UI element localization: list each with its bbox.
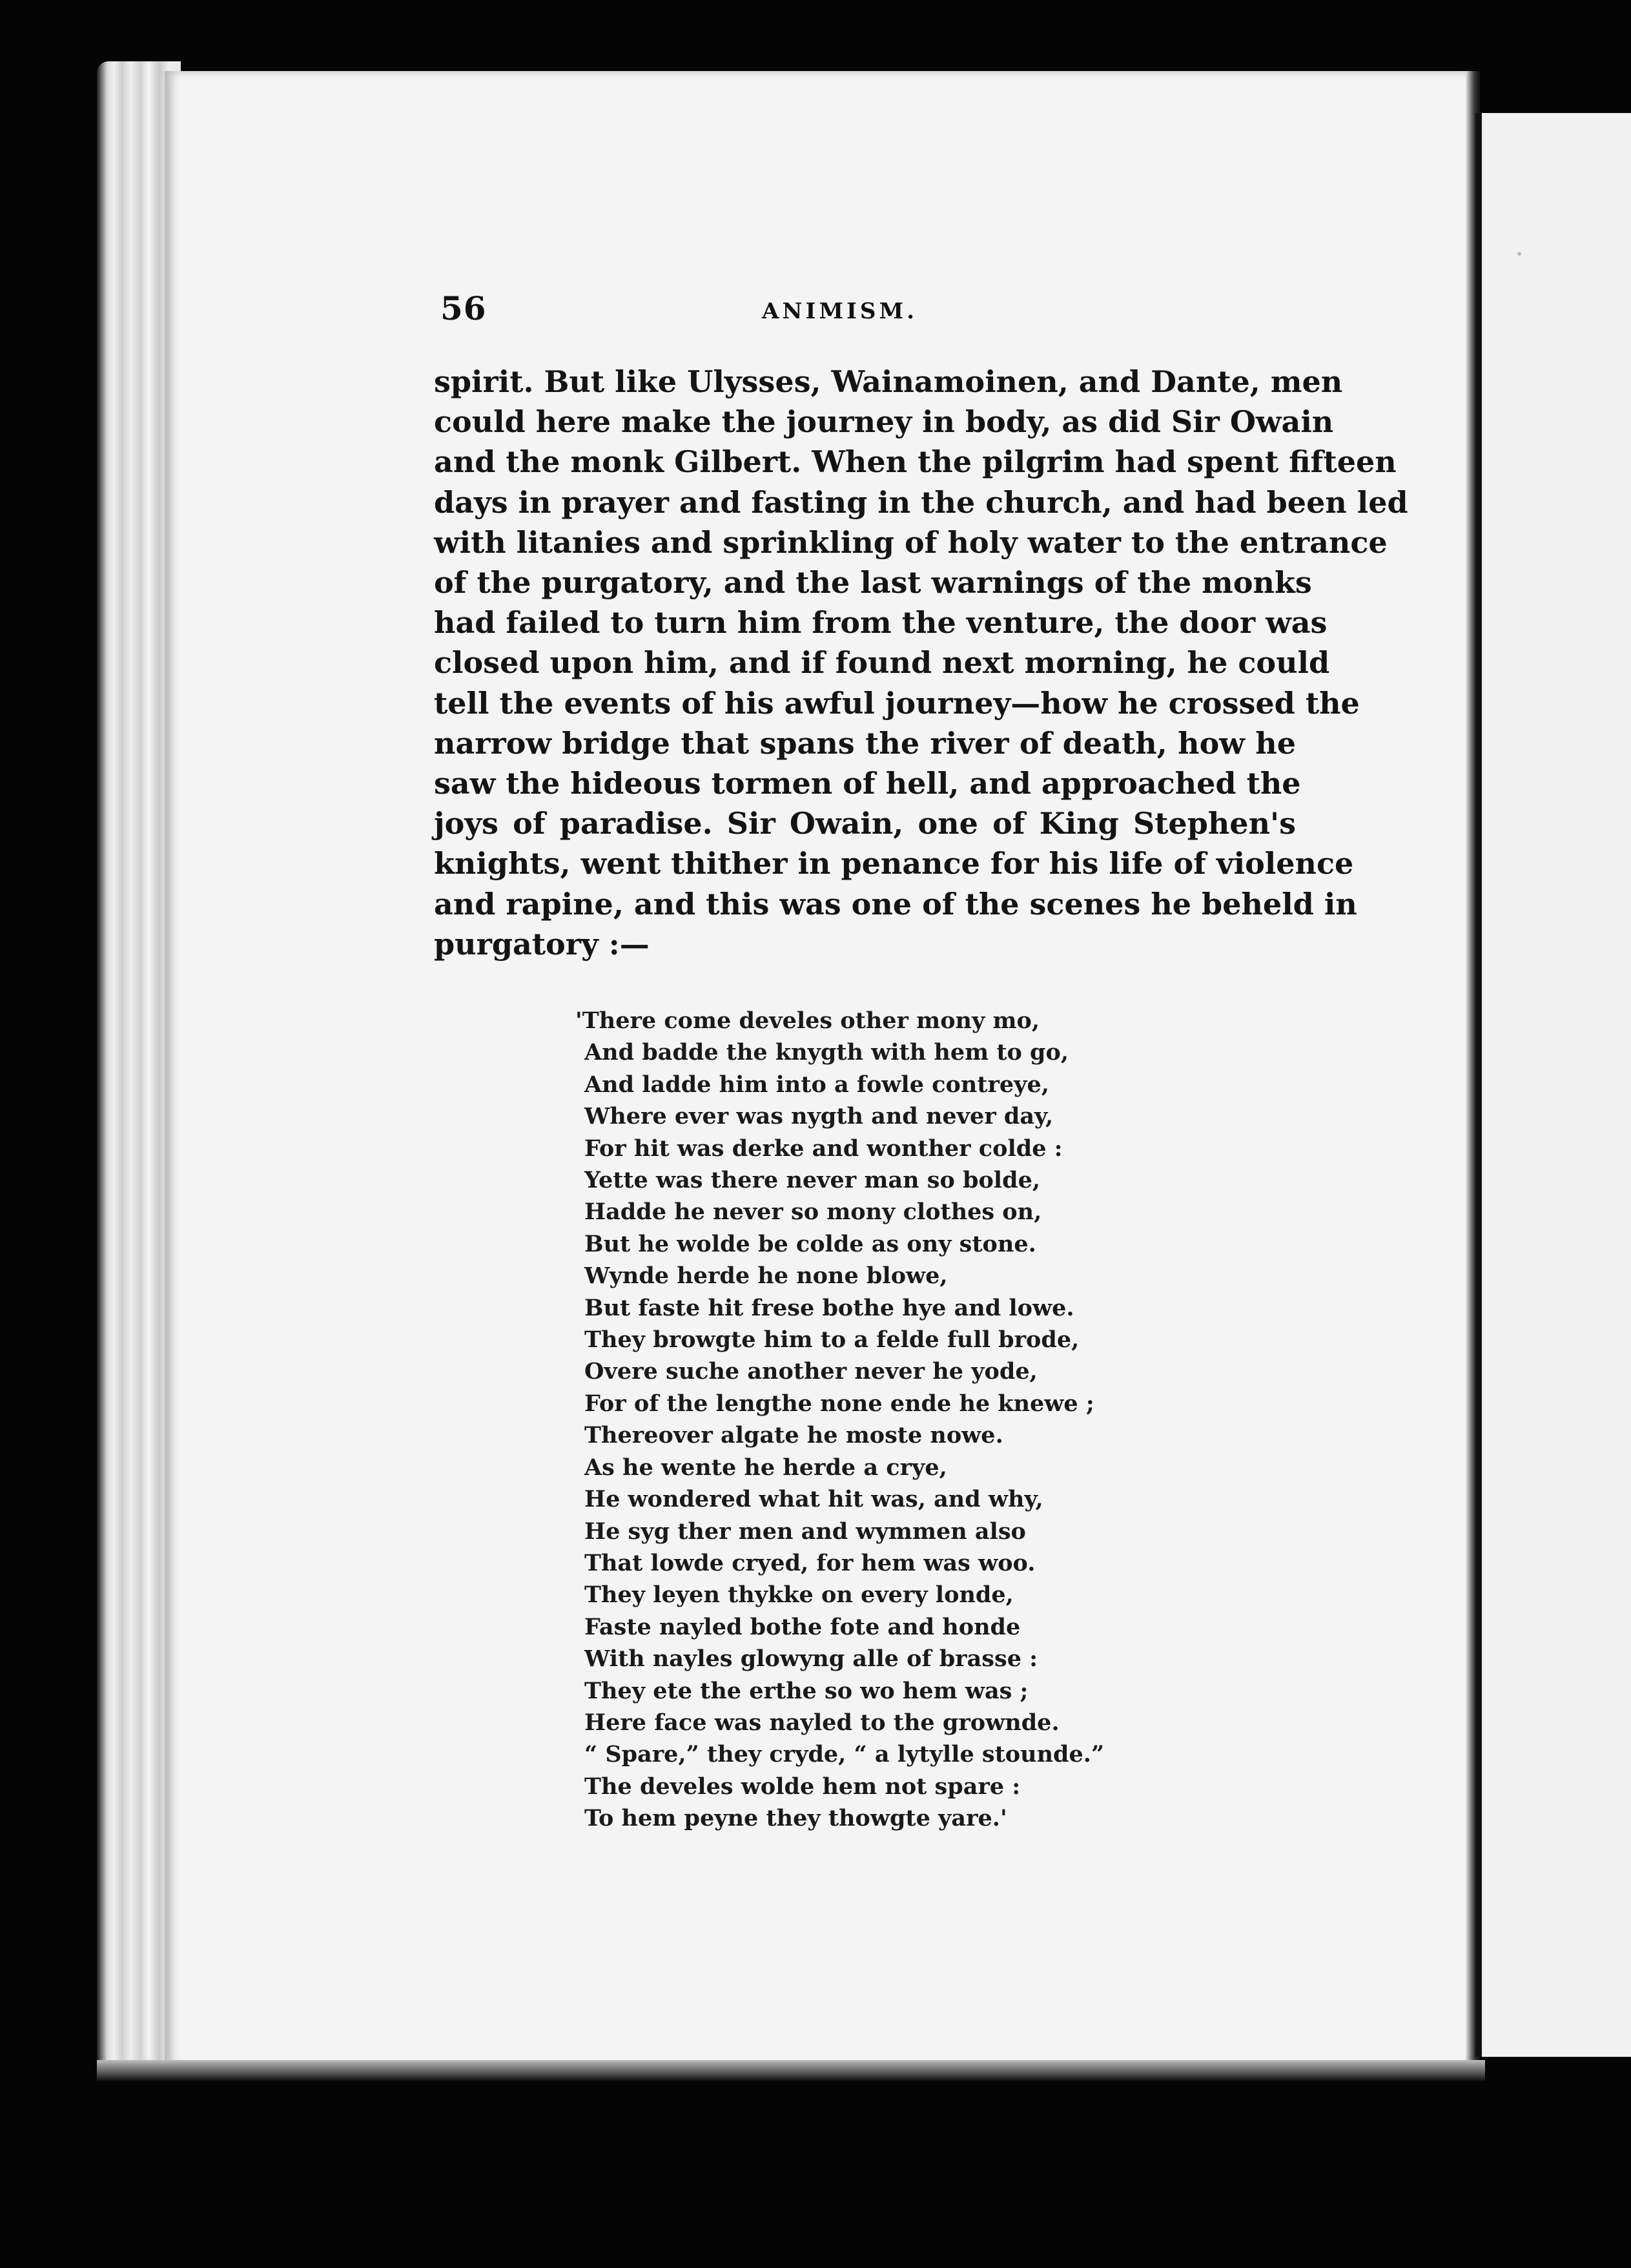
verse-line: But he wolde be colde as ony stone. bbox=[584, 1230, 1036, 1257]
verse-line: 'There come develes other mony mo, bbox=[575, 1007, 1040, 1034]
verse-line: As he wente he herde a crye, bbox=[584, 1454, 947, 1481]
prose-line: tell the events of his awful journey—how he crossed the bbox=[434, 685, 1360, 721]
verse-line: Overe suche another never he yode, bbox=[584, 1358, 1038, 1385]
facing-page bbox=[1475, 113, 1631, 2057]
verse-line: For of the lengthe none ende he knewe ; bbox=[584, 1390, 1094, 1417]
prose-line: with litanies and sprinkling of holy water to the entrance bbox=[434, 524, 1388, 560]
prose-line: purgatory :— bbox=[434, 926, 650, 962]
verse-line: Yette was there never man so bolde, bbox=[584, 1167, 1041, 1194]
verse-line: Here face was nayled to the grownde. bbox=[584, 1709, 1060, 1736]
prose-line: spirit. But like Ulysses, Wainamoinen, and Dante, men bbox=[434, 364, 1343, 399]
prose-line: had failed to turn him from the venture, the door was bbox=[434, 605, 1328, 641]
verse-line: Wynde herde he none blowe, bbox=[584, 1263, 948, 1290]
verse-line: They leyen thykke on every londe, bbox=[584, 1582, 1014, 1609]
running-head: ANIMISM. bbox=[762, 298, 918, 324]
verse-line: He wondered what hit was, and why, bbox=[584, 1486, 1043, 1513]
prose-line: and the monk Gilbert. When the pilgrim had spent fifteen bbox=[434, 444, 1397, 480]
verse-line: He syg ther men and wymmen also bbox=[584, 1518, 1026, 1545]
verse-line: And ladde him into a fowle contreye, bbox=[584, 1071, 1049, 1098]
page-bottom-edge bbox=[97, 2060, 1485, 2081]
prose-line: could here make the journey in body, as did Sir Owain bbox=[434, 404, 1334, 440]
verse-line: That lowde cryed, for hem was woo. bbox=[584, 1549, 1036, 1576]
scan-speck bbox=[1517, 252, 1521, 256]
prose-line: days in prayer and fasting in the church, and had been led bbox=[434, 484, 1408, 520]
verse-quotation bbox=[575, 1005, 1165, 1835]
verse-line: But faste hit frese bothe hye and lowe. bbox=[584, 1294, 1074, 1321]
page-number: 56 bbox=[440, 289, 487, 327]
verse-line: The develes wolde hem not spare : bbox=[584, 1773, 1021, 1800]
prose-line: saw the hideous tormen of hell, and approached the bbox=[434, 766, 1301, 801]
verse-line: Where ever was nygth and never day, bbox=[584, 1103, 1054, 1130]
prose-line: of the purgatory, and the last warnings of the monks bbox=[434, 565, 1312, 601]
verse-line: Faste nayled bothe fote and honde bbox=[584, 1613, 1021, 1640]
prose-paragraph bbox=[434, 362, 1408, 964]
verse-line: They ete the erthe so wo hem was ; bbox=[584, 1677, 1029, 1704]
verse-line: They browgte him to a felde full brode, bbox=[584, 1326, 1080, 1354]
prose-line: knights, went thither in penance for his life of violence bbox=[434, 846, 1354, 881]
prose-line: narrow bridge that spans the river of death, how he bbox=[434, 725, 1296, 761]
verse-line: Hadde he never so mony clothes on, bbox=[584, 1199, 1042, 1226]
verse-line: To hem peyne they thowgte yare.' bbox=[584, 1805, 1007, 1832]
verse-line: Thereover algate he moste nowe. bbox=[584, 1422, 1003, 1449]
verse-line: For hit was derke and wonther colde : bbox=[584, 1135, 1063, 1162]
verse-line: And badde the knygth with hem to go, bbox=[584, 1039, 1069, 1066]
verse-line: “ Spare,” they cryde, “ a lytylle stounde.” bbox=[584, 1741, 1105, 1768]
prose-line: and rapine, and this was one of the scenes he beheld in bbox=[434, 886, 1357, 922]
verse-line: With nayles glowyng alle of brasse : bbox=[584, 1645, 1038, 1673]
prose-line: joys of paradise. Sir Owain, one of King Stephen's bbox=[434, 806, 1296, 841]
prose-line: closed upon him, and if found next morning, he could bbox=[434, 645, 1330, 681]
